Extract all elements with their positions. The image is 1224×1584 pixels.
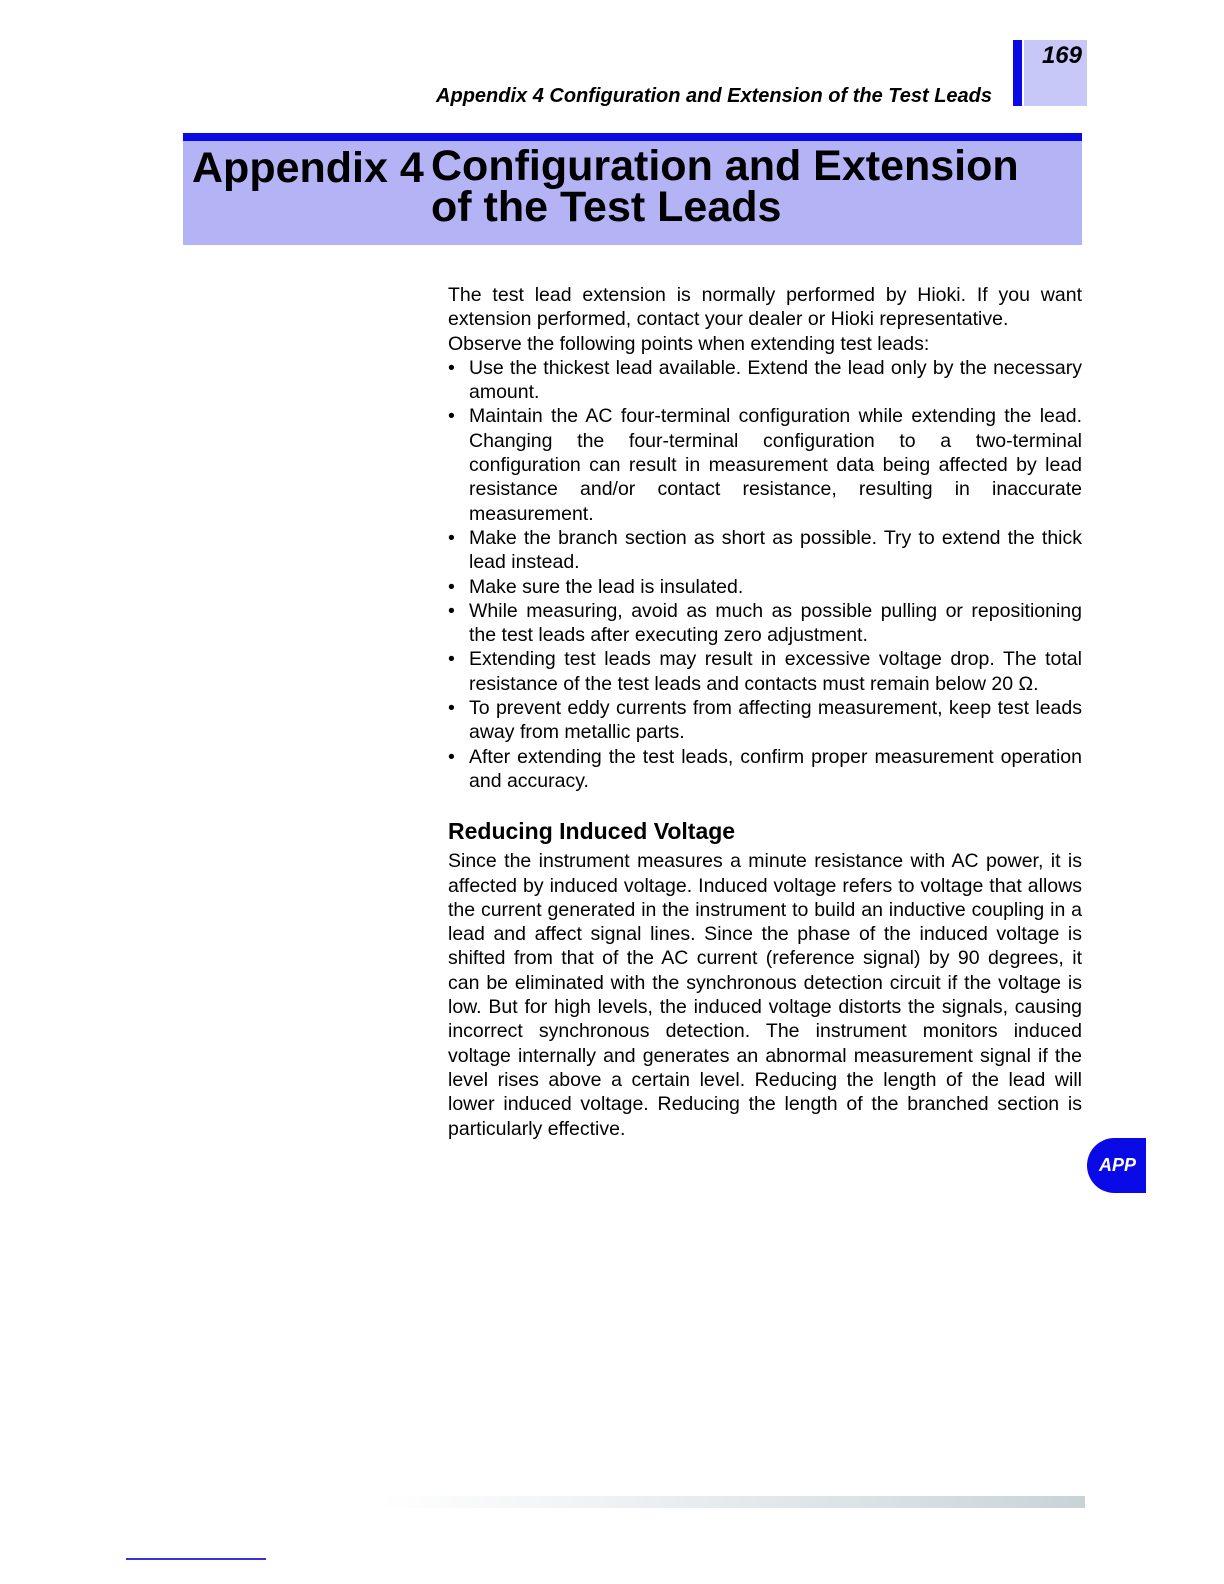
list-item <box>448 745 1082 794</box>
list-item-text: Make the branch section as short as possible. Try to extend the thick lead instead. <box>469 526 1082 574</box>
list-item-text: Use the thickest lead available. Extend the lead only by the necessary amount. <box>469 356 1082 404</box>
intro-instruction: Observe the following points when extending test leads: <box>448 332 930 355</box>
list-item <box>448 526 1082 575</box>
page-number: 169 <box>1041 42 1082 69</box>
bullet-icon: • <box>448 356 455 379</box>
list-item-text: While measuring, avoid as much as possible pulling or repositioning the test leads after executing zero adjustment. <box>469 599 1082 647</box>
extension-guidelines-list <box>448 356 1082 793</box>
list-item-text: To prevent eddy currents from affecting measurement, keep test leads away from metallic parts. <box>469 697 1082 744</box>
footer-decoration <box>380 1496 1085 1508</box>
footer-underline <box>126 1558 266 1560</box>
list-item <box>448 575 1082 599</box>
section-heading: Reducing Induced Voltage <box>448 818 736 845</box>
bullet-icon: • <box>448 745 455 768</box>
list-item <box>448 647 1082 696</box>
running-header: Appendix 4 Configuration and Extension of the Test Leads <box>436 85 992 107</box>
list-item-text: Maintain the AC four-terminal configuration while extending the lead. Changing the four-terminal configuration to a two-terminal configuration can result in measurement data being affected by lead resistance and/or contact resistance, resulting in inaccurate measurement. <box>469 405 1082 525</box>
list-item <box>448 696 1082 745</box>
bullet-icon: • <box>448 697 455 720</box>
appendix-side-tab[interactable]: APP <box>1087 1138 1146 1193</box>
bullet-icon: • <box>448 526 455 549</box>
bullet-icon: • <box>448 575 455 598</box>
list-item-text: Make sure the lead is insulated. <box>469 575 744 598</box>
main-content <box>448 283 1082 1141</box>
list-item-text: Extending test leads may result in excessive voltage drop. The total resistance of the test leads and contacts must remain below 20 Ω. <box>469 648 1082 695</box>
intro-paragraph: The test lead extension is normally performed by Hioki. If you want extension performed, contact your dealer or Hioki representative. <box>448 284 1082 331</box>
section-paragraph: Since the instrument measures a minute resistance with AC power, it is affected by induced voltage. Induced voltage refers to voltage that allows the current generated in the instrument to build an inductive coupling in a lead and affect signal lines. Since the phase of the induced voltage is shifted from that of the AC current (reference signal) by 90 degrees, it can be eliminated with the synchronous detection circuit if the voltage is low. But for high levels, the induced voltage distorts the signals, causing incorrect synchronous detection. The instrument monitors induced voltage internally and generates an abnormal measurement signal if the level rises above a certain level. Reducing the length of the lead will lower induced voltage. Reducing the length of the branched section is particularly effective. <box>448 850 1082 1140</box>
bullet-icon: • <box>448 648 455 671</box>
list-item <box>448 404 1082 525</box>
list-item <box>448 356 1082 405</box>
page-number-accent-bar <box>1013 40 1022 106</box>
page-title: Configuration and Extension of the Test Leads <box>431 142 1019 231</box>
bullet-icon: • <box>448 599 455 622</box>
list-item-text: After extending the test leads, confirm proper measurement operation and accuracy. <box>469 745 1082 792</box>
bullet-icon: • <box>448 405 455 428</box>
appendix-number: Appendix 4 <box>192 144 424 192</box>
list-item <box>448 599 1082 648</box>
title-accent-line <box>183 133 1082 141</box>
